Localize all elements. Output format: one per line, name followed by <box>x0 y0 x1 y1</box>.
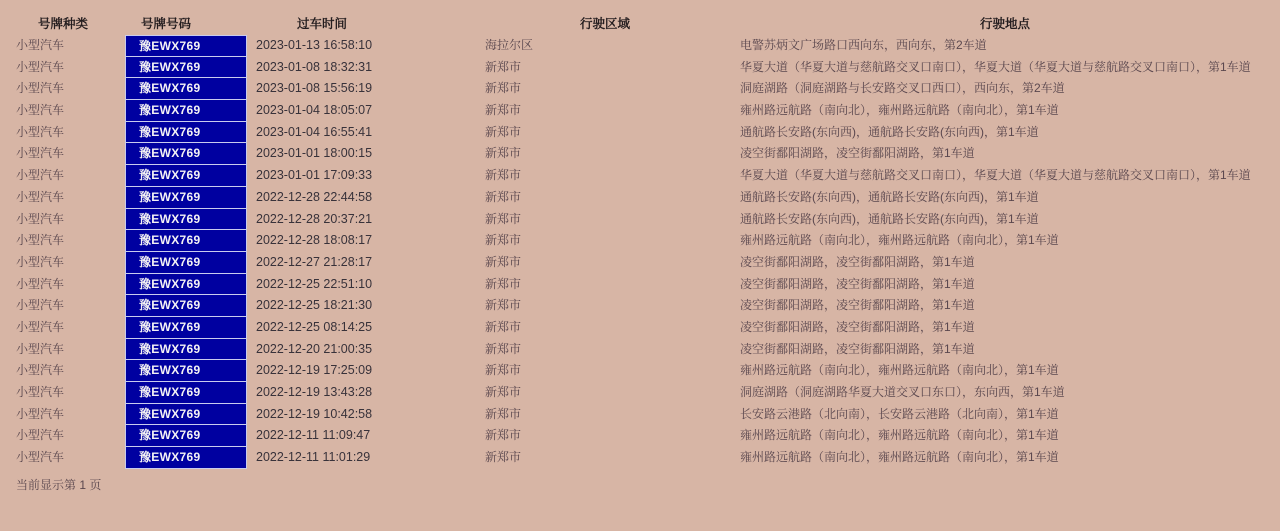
plate-type-cell: 小型汽车 <box>16 211 65 226</box>
pass-time-cell: 2022-12-27 21:28:17 <box>256 254 373 269</box>
location-cell: 雍州路远航路（南向北），雍州路远航路（南向北），第1车道 <box>740 450 1059 465</box>
location-cell: 通航路长安路(东向西)，通航路长安路(东向西)，第1车道 <box>740 189 1039 204</box>
plate-type-cell: 小型汽车 <box>16 254 65 269</box>
pass-time-cell: 2023-01-04 16:55:41 <box>256 124 373 139</box>
plate-type-cell: 小型汽车 <box>16 124 65 139</box>
plate-number-cell <box>125 295 247 317</box>
plate-number-badge[interactable]: 豫EWX769 <box>125 447 247 469</box>
table-row[interactable] <box>0 78 1280 100</box>
pass-time-cell: 2022-12-19 13:43:28 <box>256 385 373 399</box>
location-cell: 凌空街鄱阳湖路，凌空街鄱阳湖路，第1车道 <box>740 146 975 161</box>
region-cell: 新郑市 <box>485 428 522 443</box>
table-row[interactable] <box>0 230 1280 252</box>
region-cell: 新郑市 <box>485 450 522 465</box>
plate-type-cell: 小型汽车 <box>16 103 65 118</box>
table-row[interactable] <box>0 404 1280 426</box>
table-row[interactable] <box>0 187 1280 209</box>
plate-type-cell: 小型汽车 <box>16 428 65 443</box>
plate-type-cell: 小型汽车 <box>16 276 65 291</box>
plate-number-cell <box>125 360 247 382</box>
pass-time-cell: 2022-12-25 18:21:30 <box>256 298 373 313</box>
plate-number-badge[interactable]: 豫EWX769 <box>125 317 247 339</box>
table-row[interactable] <box>0 447 1280 469</box>
location-cell: 华夏大道（华夏大道与慈航路交叉口南口），华夏大道（华夏大道与慈航路交叉口南口），第1车道 <box>740 168 1251 183</box>
table-row[interactable] <box>0 143 1280 165</box>
region-cell: 新郑市 <box>485 103 522 118</box>
plate-number-cell <box>125 122 247 144</box>
location-cell: 雍州路远航路（南向北），雍州路远航路（南向北），第1车道 <box>740 363 1059 378</box>
plate-type-cell: 小型汽车 <box>16 146 65 161</box>
header-plate-number: 号牌号码 <box>140 17 192 31</box>
plate-type-cell: 小型汽车 <box>16 406 65 421</box>
plate-type-cell: 小型汽车 <box>16 363 65 378</box>
plate-type-cell: 小型汽车 <box>16 81 65 96</box>
pass-time-cell: 2023-01-01 17:09:33 <box>256 168 373 183</box>
plate-number-badge[interactable]: 豫EWX769 <box>125 382 247 404</box>
pass-time-cell: 2022-12-11 11:09:47 <box>256 428 371 443</box>
table-row[interactable] <box>0 165 1280 187</box>
table-row[interactable] <box>0 209 1280 231</box>
plate-number-cell <box>125 425 247 447</box>
region-cell: 新郑市 <box>485 124 522 139</box>
region-cell: 新郑市 <box>485 189 522 204</box>
results-table-body <box>0 35 1280 469</box>
plate-type-cell: 小型汽车 <box>16 450 65 465</box>
region-cell: 新郑市 <box>485 385 522 399</box>
plate-number-cell <box>125 100 247 122</box>
location-cell: 长安路云港路（北向南），长安路云港路（北向南），第1车道 <box>740 406 1059 421</box>
table-row[interactable] <box>0 317 1280 339</box>
plate-number-badge[interactable]: 豫EWX769 <box>125 122 247 144</box>
pass-time-cell: 2023-01-08 15:56:19 <box>256 81 373 96</box>
region-cell: 新郑市 <box>485 319 522 334</box>
pass-time-cell: 2022-12-25 08:14:25 <box>256 319 373 334</box>
plate-number-badge[interactable]: 豫EWX769 <box>125 295 247 317</box>
table-row[interactable] <box>0 360 1280 382</box>
plate-type-cell: 小型汽车 <box>16 385 65 399</box>
region-cell: 新郑市 <box>485 59 522 74</box>
pass-time-cell: 2023-01-01 18:00:15 <box>256 146 373 161</box>
table-row[interactable] <box>0 35 1280 57</box>
plate-number-badge[interactable]: 豫EWX769 <box>125 78 247 100</box>
location-cell: 凌空街鄱阳湖路，凌空街鄱阳湖路，第1车道 <box>740 341 975 356</box>
plate-number-badge[interactable]: 豫EWX769 <box>125 404 247 426</box>
region-cell: 新郑市 <box>485 81 522 96</box>
plate-number-badge[interactable]: 豫EWX769 <box>125 425 247 447</box>
current-page-indicator: 当前显示第 1 页 <box>16 478 102 492</box>
plate-type-cell: 小型汽车 <box>16 319 65 334</box>
plate-number-badge[interactable]: 豫EWX769 <box>125 143 247 165</box>
plate-type-cell: 小型汽车 <box>16 189 65 204</box>
plate-number-badge[interactable]: 豫EWX769 <box>125 230 247 252</box>
plate-number-badge[interactable]: 豫EWX769 <box>125 209 247 231</box>
plate-number-badge[interactable]: 豫EWX769 <box>125 57 247 79</box>
location-cell: 通航路长安路(东向西)，通航路长安路(东向西)，第1车道 <box>740 211 1039 226</box>
plate-number-cell <box>125 187 247 209</box>
pass-time-cell: 2022-12-25 22:51:10 <box>256 276 373 291</box>
plate-number-cell <box>125 447 247 469</box>
plate-number-cell <box>125 252 247 274</box>
location-cell: 洞庭湖路（洞庭湖路与长安路交叉口西口），西向东，第2车道 <box>740 81 1065 96</box>
header-pass-time: 过车时间 <box>296 17 348 31</box>
plate-number-badge[interactable]: 豫EWX769 <box>125 252 247 274</box>
region-cell: 新郑市 <box>485 276 522 291</box>
plate-number-cell <box>125 382 247 404</box>
plate-number-cell <box>125 317 247 339</box>
header-plate-type: 号牌种类 <box>37 17 89 31</box>
pass-time-cell: 2023-01-08 18:32:31 <box>256 59 373 74</box>
table-row[interactable] <box>0 57 1280 79</box>
region-cell: 新郑市 <box>485 168 522 183</box>
table-row[interactable] <box>0 274 1280 296</box>
location-cell: 雍州路远航路（南向北），雍州路远航路（南向北），第1车道 <box>740 103 1059 118</box>
plate-number-cell <box>125 35 247 57</box>
header-region: 行驶区域 <box>579 17 631 31</box>
plate-number-badge[interactable]: 豫EWX769 <box>125 165 247 187</box>
region-cell: 新郑市 <box>485 211 522 226</box>
header-location: 行驶地点 <box>979 17 1031 31</box>
location-cell: 凌空街鄱阳湖路，凌空街鄱阳湖路，第1车道 <box>740 254 975 269</box>
plate-number-cell <box>125 209 247 231</box>
plate-number-badge[interactable]: 豫EWX769 <box>125 274 247 296</box>
plate-type-cell: 小型汽车 <box>16 168 65 183</box>
plate-number-badge[interactable]: 豫EWX769 <box>125 360 247 382</box>
plate-number-cell <box>125 404 247 426</box>
pass-time-cell: 2023-01-13 16:58:10 <box>256 38 373 52</box>
location-cell: 凌空街鄱阳湖路，凌空街鄱阳湖路，第1车道 <box>740 298 975 313</box>
plate-number-badge[interactable]: 豫EWX769 <box>125 35 247 57</box>
plate-number-cell <box>125 57 247 79</box>
plate-number-badge[interactable]: 豫EWX769 <box>125 100 247 122</box>
plate-number-cell <box>125 143 247 165</box>
region-cell: 新郑市 <box>485 341 522 356</box>
table-row[interactable] <box>0 100 1280 122</box>
location-cell: 凌空街鄱阳湖路，凌空街鄱阳湖路，第1车道 <box>740 319 975 334</box>
pass-time-cell: 2022-12-20 21:00:35 <box>256 341 373 356</box>
pass-time-cell: 2022-12-11 11:01:29 <box>256 450 371 465</box>
region-cell: 新郑市 <box>485 298 522 313</box>
region-cell: 新郑市 <box>485 233 522 248</box>
table-row[interactable] <box>0 425 1280 447</box>
location-cell: 凌空街鄱阳湖路，凌空街鄱阳湖路，第1车道 <box>740 276 975 291</box>
plate-number-cell <box>125 274 247 296</box>
table-row[interactable] <box>0 295 1280 317</box>
pass-time-cell: 2022-12-28 18:08:17 <box>256 233 373 248</box>
pass-time-cell: 2022-12-28 20:37:21 <box>256 211 373 226</box>
plate-number-cell <box>125 339 247 361</box>
pass-time-cell: 2022-12-28 22:44:58 <box>256 189 373 204</box>
plate-number-cell <box>125 165 247 187</box>
plate-number-badge[interactable]: 豫EWX769 <box>125 187 247 209</box>
plate-number-cell <box>125 78 247 100</box>
location-cell: 电警苏炳文广场路口西向东，西向东，第2车道 <box>740 38 987 52</box>
plate-type-cell: 小型汽车 <box>16 59 65 74</box>
location-cell: 通航路长安路(东向西)，通航路长安路(东向西)，第1车道 <box>740 124 1039 139</box>
region-cell: 新郑市 <box>485 146 522 161</box>
table-row[interactable] <box>0 122 1280 144</box>
location-cell: 洞庭湖路（洞庭湖路华夏大道交叉口东口），东向西，第1车道 <box>740 385 1065 399</box>
region-cell: 新郑市 <box>485 254 522 269</box>
location-cell: 雍州路远航路（南向北），雍州路远航路（南向北），第1车道 <box>740 233 1059 248</box>
plate-type-cell: 小型汽车 <box>16 341 65 356</box>
plate-type-cell: 小型汽车 <box>16 298 65 313</box>
plate-type-cell: 小型汽车 <box>16 233 65 248</box>
table-row[interactable] <box>0 252 1280 274</box>
pass-time-cell: 2022-12-19 10:42:58 <box>256 406 373 421</box>
location-cell: 雍州路远航路（南向北），雍州路远航路（南向北），第1车道 <box>740 428 1059 443</box>
plate-number-cell <box>125 230 247 252</box>
pass-time-cell: 2022-12-19 17:25:09 <box>256 363 373 378</box>
region-cell: 海拉尔区 <box>485 38 534 52</box>
location-cell: 华夏大道（华夏大道与慈航路交叉口南口），华夏大道（华夏大道与慈航路交叉口南口），第1车道 <box>740 59 1251 74</box>
plate-type-cell: 小型汽车 <box>16 38 65 52</box>
table-row[interactable] <box>0 382 1280 404</box>
region-cell: 新郑市 <box>485 363 522 378</box>
region-cell: 新郑市 <box>485 406 522 421</box>
pass-time-cell: 2023-01-04 18:05:07 <box>256 103 373 118</box>
table-row[interactable] <box>0 339 1280 361</box>
plate-number-badge[interactable]: 豫EWX769 <box>125 339 247 361</box>
